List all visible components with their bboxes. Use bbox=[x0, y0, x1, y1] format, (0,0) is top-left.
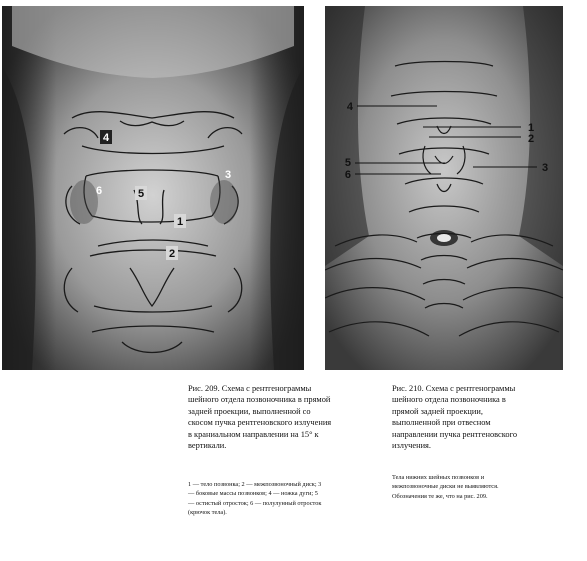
fig210-marker-2: 2 bbox=[527, 133, 535, 145]
figure-209-legend bbox=[188, 480, 322, 517]
fig209-marker-1: 1 bbox=[176, 216, 184, 228]
fig210-marker-1: 1 bbox=[527, 122, 535, 134]
fig209-marker-3: 3 bbox=[224, 169, 232, 181]
fig210-marker-6: 6 bbox=[344, 169, 351, 181]
fig210-marker-4: 4 bbox=[346, 101, 353, 113]
figure-209-legend-text: 1 — тело позвонка; 2 — межпозвоночный диск; 3 — боковые массы позвонков; 4 — ножка дуги; 5 — остистый отросток; 6 — полулунный отросток (крючок тела). bbox=[188, 481, 322, 516]
figure-210-caption-text: Рис. 210. Схема с рентгенограммы шейного отдела позвоночника в прямой задней проекции, выполненной при отвесном направлении пучка рентгеновского излучения. bbox=[392, 384, 518, 451]
figure-209-radiograph bbox=[2, 6, 304, 370]
figure-209-caption-text: Рис. 209. Схема с рентгенограммы шейного отдела позвоночника в прямой задней проекции, выполненной со скосом пучка рентгеновского излучения в краниальном направлении на 15° к вертикали. bbox=[188, 384, 332, 451]
fig209-marker-6: 6 bbox=[95, 185, 103, 197]
figure-209-caption bbox=[188, 383, 332, 451]
figure-210-radiograph bbox=[325, 6, 563, 370]
figure-210-legend bbox=[392, 473, 522, 501]
fig209-marker-2: 2 bbox=[168, 248, 176, 260]
fig209-marker-4: 4 bbox=[102, 132, 110, 144]
fig210-marker-5: 5 bbox=[344, 157, 351, 169]
figure-210-caption bbox=[392, 383, 530, 451]
figure-210-legend-text: Тела нижних шейных позвонков и межпозвоночные диски не выявляются. Обозначения те же, что на рис. 209. bbox=[392, 474, 499, 500]
fig210-marker-3: 3 bbox=[541, 162, 549, 174]
fig209-marker-5: 5 bbox=[137, 188, 145, 200]
